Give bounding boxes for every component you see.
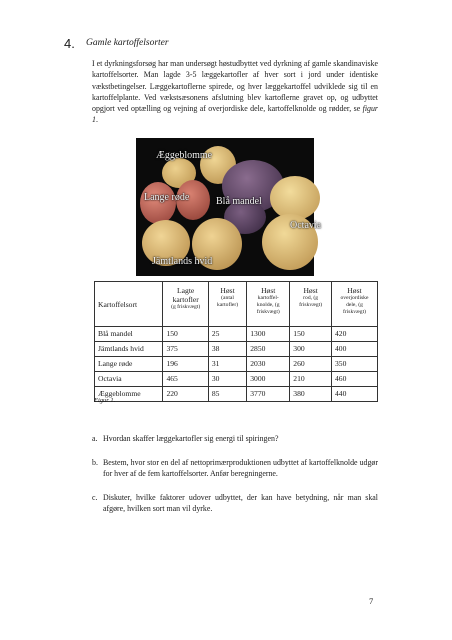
figure-caption: Figur 1.	[94, 397, 116, 404]
intro-text: I et dyrkningsforsøg har man undersøgt høstudbyttet ved dyrkning af gamle skandinaviske kartoffelsorter. Man lagde 3-5 læggekartofler af hver sort i jord under identiske vækstbetingelser. Læggekartoflerne spirede, og hver læggekartoffel udviklede sig til en kartoffelplante. Ved vækstsæsonens afslutning blev kartoflerne gravet op, og udbyttet opgjort ved optælling og vejning af overjordiske dele, kartoffelknolde og rødder, se	[92, 59, 378, 114]
cell-planted: 150	[163, 327, 208, 342]
question-a	[92, 433, 378, 444]
cell-count: 30	[208, 372, 246, 387]
header-planted-main: Lagte kartofler	[172, 286, 199, 304]
label-lange-rode: Lange røde	[144, 192, 190, 203]
cell-aboveground: 420	[331, 327, 377, 342]
cell-root: 260	[290, 357, 332, 372]
cell-cultivar: Æggeblomme	[95, 387, 163, 402]
header-root	[290, 282, 332, 327]
question-text: Bestem, hvor stor en del af nettoprimærproduktionen udbyttet af kartoffelknolde udgør for hver af de fem kartoffelsorter. Anfør beregningerne.	[103, 458, 378, 479]
cell-tubers: 2850	[247, 342, 290, 357]
table-row	[95, 372, 378, 387]
label-jamtlands: Jämtlands hvid	[152, 256, 213, 267]
question-text: Diskuter, hvilke faktorer udover udbyttet, der kan have betydning, når man skal afgøre, hvilken sort man vil dyrke.	[103, 493, 378, 514]
header-cultivar: Kartoffelsort	[95, 282, 163, 327]
cell-root: 210	[290, 372, 332, 387]
header-tubers-sub: kartoffel-knolde, (g friskvægt)	[256, 295, 280, 315]
intro-paragraph	[92, 58, 378, 126]
table-row	[95, 357, 378, 372]
potato-photo	[136, 138, 322, 276]
cell-planted: 220	[163, 387, 208, 402]
cell-tubers: 3000	[247, 372, 290, 387]
question-label: c.	[92, 493, 98, 502]
potato-octavia-1	[270, 176, 320, 220]
cell-aboveground: 400	[331, 342, 377, 357]
figure-reference: figur 1	[92, 104, 378, 125]
cell-aboveground: 440	[331, 387, 377, 402]
header-aboveground	[331, 282, 377, 327]
potato-lange-rode-1	[140, 182, 176, 224]
cell-planted: 465	[163, 372, 208, 387]
table-row	[95, 327, 378, 342]
cell-cultivar: Blå mandel	[95, 327, 163, 342]
cell-count: 25	[208, 327, 246, 342]
cell-root: 380	[290, 387, 332, 402]
yield-table	[94, 281, 378, 402]
cell-root: 300	[290, 342, 332, 357]
cell-tubers: 2030	[247, 357, 290, 372]
header-aboveground-sub: overjordiske dele, (g friskvægt)	[340, 295, 369, 315]
header-planted-sub: (g friskvægt)	[171, 304, 201, 310]
header-count-main: Høst	[220, 286, 235, 295]
section-number: 4.	[64, 36, 75, 51]
header-count	[208, 282, 246, 327]
cell-count: 38	[208, 342, 246, 357]
table-row	[95, 387, 378, 402]
header-aboveground-main: Høst	[347, 286, 362, 295]
table-header-row	[95, 282, 378, 327]
label-bla-mandel: Blå mandel	[216, 196, 262, 207]
cell-root: 150	[290, 327, 332, 342]
header-planted	[163, 282, 208, 327]
question-text: Hvordan skaffer læggekartofler sig energi til spiringen?	[103, 434, 279, 443]
cell-planted: 375	[163, 342, 208, 357]
header-count-sub: (antal kartofler)	[216, 295, 239, 308]
section-title: Gamle kartoffelsorter	[86, 38, 169, 48]
cell-planted: 196	[163, 357, 208, 372]
cell-tubers: 1300	[247, 327, 290, 342]
cell-count: 85	[208, 387, 246, 402]
label-aeggeblomme: Æggeblomme	[156, 150, 213, 161]
cell-cultivar: Octavia	[95, 372, 163, 387]
header-tubers-main: Høst	[261, 286, 276, 295]
table-row	[95, 342, 378, 357]
label-octavia: Octavia	[290, 220, 322, 231]
cell-count: 31	[208, 357, 246, 372]
question-b	[92, 457, 378, 480]
cell-cultivar: Lange røde	[95, 357, 163, 372]
header-root-main: Høst	[303, 286, 318, 295]
page-number: 7	[369, 596, 374, 606]
question-label: b.	[92, 458, 98, 467]
cell-aboveground: 460	[331, 372, 377, 387]
question-c	[92, 492, 378, 515]
cell-aboveground: 350	[331, 357, 377, 372]
cell-cultivar: Jämtlands hvid	[95, 342, 163, 357]
cell-tubers: 3770	[247, 387, 290, 402]
header-tubers	[247, 282, 290, 327]
intro-end: .	[95, 115, 98, 125]
question-label: a.	[92, 434, 98, 443]
header-root-sub: rod, (g friskvægt)	[299, 295, 323, 308]
